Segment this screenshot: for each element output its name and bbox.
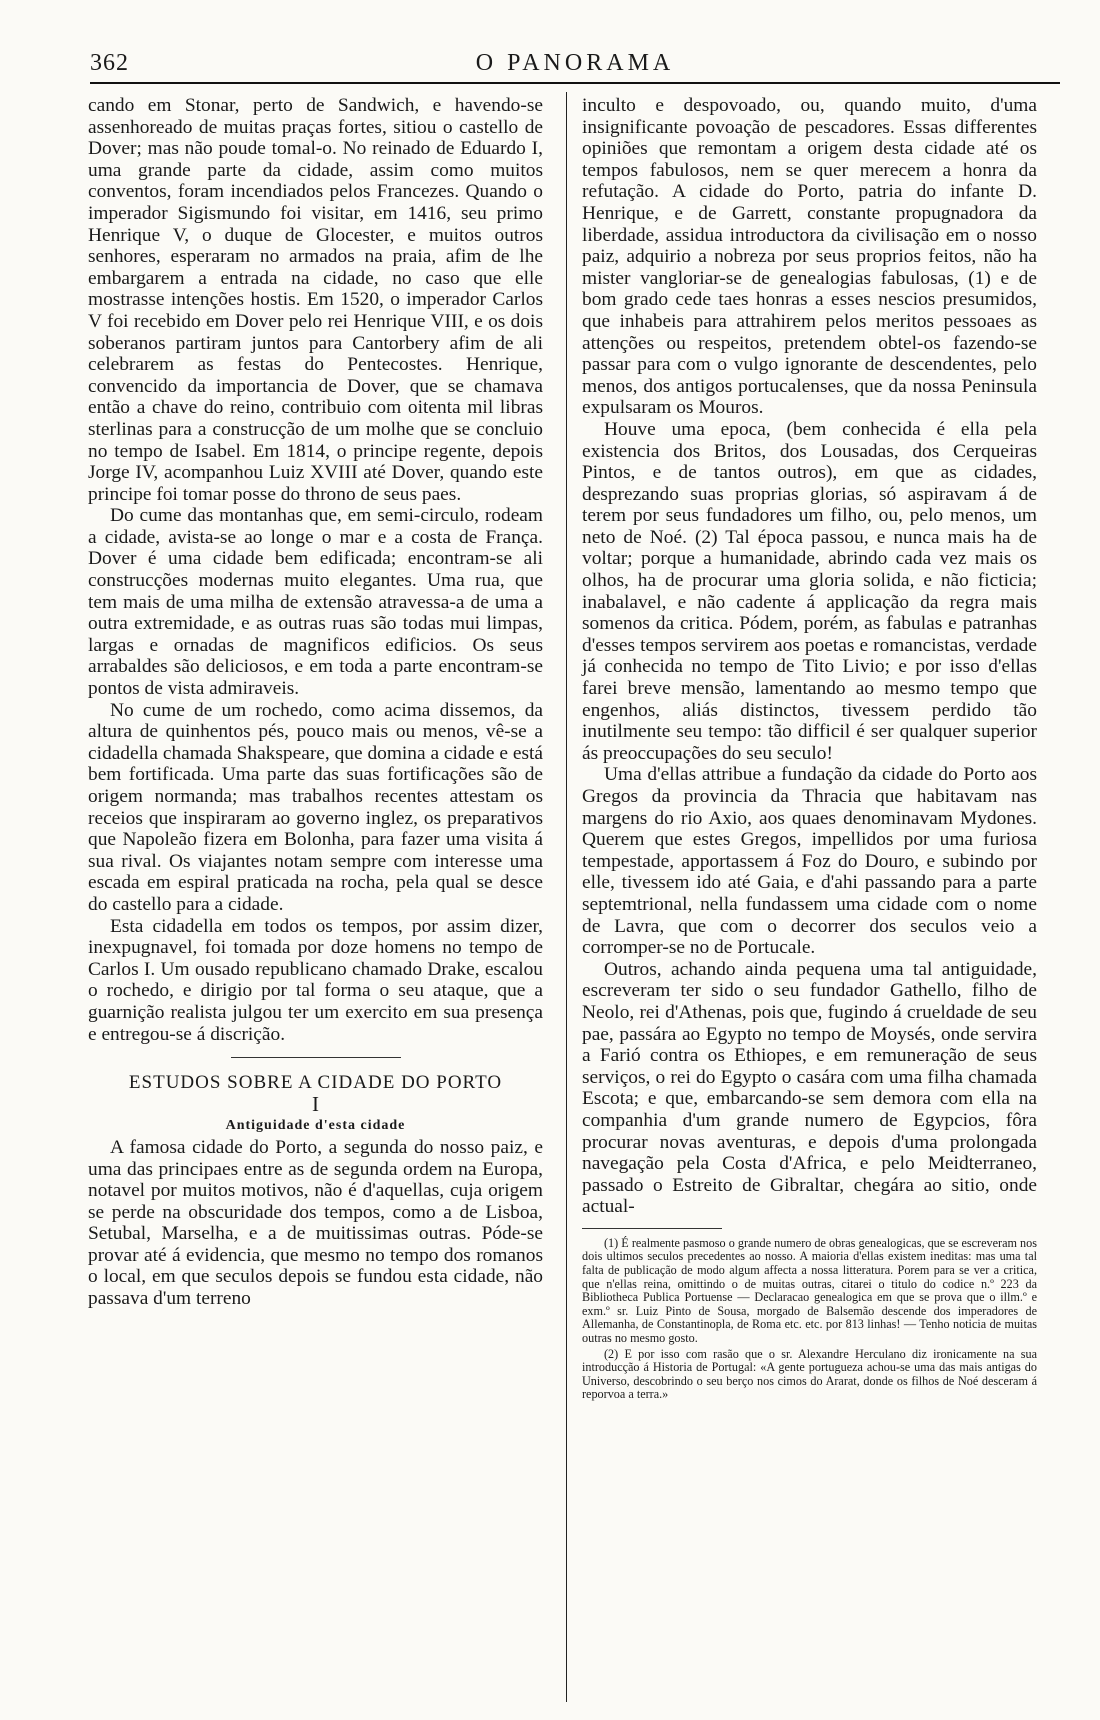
- section-divider: [231, 1057, 401, 1058]
- right-column: [582, 95, 1037, 1402]
- footnote: (2) E por isso com rasão que o sr. Alexandre Herculano diz ironicamente na sua introducção á Historia de Portugal: «A gente portugueza achou-se uma das mais antigas do Universo, descobrindo o seu berço nos cimos do Ararat, donde os filhos de Noé desceram á reporvoa a terra.»: [582, 1346, 1037, 1402]
- paragraph: cando em Stonar, perto de Sandwich, e havendo-se assenhoreado de muitas praças fortes, sitiou o castello de Dover; mas não poude tomal-o. No reinado de Eduardo I, uma grande parte da cidade, assim como muitos conventos, foram incendiados pelos Francezes. Quando o imperador Sigismundo foi visitar, em 1416, seu primo Henrique V, o duque de Glocester, e muitos outros senhores, esperaram no armados na praia, afim de lhe embargarem a entrada na cidade, no caso que elle mostrasse intenções hostis. Em 1520, o imperador Carlos V foi recebido em Dover pelo rei Henrique VIII, e os dois soberanos partiram juntos para Cantorbery afim de ali celebrarem as festas do Pentecostes. Henrique, convencido da importancia de Dover, que se chamava então a chave do reino, contribuio com oitenta mil libras sterlinas para a construcção de um molhe que se concluio no tempo de Isabel. Em 1814, o principe regente, depois Jorge IV, acompanhou Luiz XVIII até Dover, quando este principe foi tomar posse do throno de seus paes.: [88, 95, 543, 505]
- paragraph: A famosa cidade do Porto, a segunda do nosso paiz, e uma das principaes entre as de segunda ordem na Europa, notavel por muitos motivos, não é d'aquellas, cuja origem se perde na obscuridade dos tempos, como a de Lisboa, Setubal, Marselha, e a de muitissimas outras. Póde-se provar até á evidencia, que mesmo no tempo dos romanos o local, em que seculos depois se fundou esta cidade, não passava d'um terreno: [88, 1136, 543, 1310]
- section-subtitle: Antiguidade d'esta cidade: [225, 1118, 406, 1134]
- footnote-divider: [582, 1228, 722, 1229]
- paragraph: Do cume das montanhas que, em semi-circulo, rodeam a cidade, avista-se ao longe o mar e a costa de França. Dover é uma cidade bem edificada; encontram-se ali construcções modernas muito elegantes. Uma rua, que tem mais de uma milha de extensão atravessa-a de uma a outra extremidade, e as outras ruas são todas mui limpas, largas e ornadas de magnificos edificios. Os seus arrabaldes são deliciosos, e em toda a parte encontram-se pontos de vista admiraveis.: [88, 505, 543, 700]
- paragraph: Houve uma epoca, (bem conhecida é ella pela existencia dos Britos, dos Lousadas, dos Cerqueiras Pintos, e de tantos outros), em que as cidades, desprezando suas proprias glorias, só aspiravam á de terem por seus fundadores um filho, ou, pelo menos, um neto de Noé. (2) Tal época passou, e nunca mais ha de voltar; porque a humanidade, abrindo cada vez mais os olhos, ha de procurar uma gloria solida, e não ficticia; inabalavel, e não cadente á applicação da regra mais somenos da critica. Pódem, porém, as fabulas e patranhas d'esses tempos servirem aos poetas e romancistas, verdade já conhecida no tempo de Tito Livio; e por isso d'ellas farei breve mensão, lamentando ao mesmo tempo que engenhos, aliás distinctos, tivessem perdido tão inutilmente seu tempo: tão difficil é ser qualquer superior ás preoccupações do seu seculo!: [582, 418, 1037, 764]
- section-number: I: [312, 1091, 319, 1116]
- column-divider: [566, 92, 567, 1702]
- paragraph: Uma d'ellas attribue a fundação da cidade do Porto aos Gregos da provincia da Thracia que habitavam nas margens do rio Axio, aos quaes denominavam Mydones. Querem que estes Gregos, impellidos por uma furiosa tempestade, apportassem á Foz do Douro, e subindo por elle, tivessem ido até Gaia, e d'ahi passando para a parte septemtrional, nella fundassem uma cidade com o nome de Lavra, que com o decorrer dos seculos veio a corromper-se no de Portucale.: [582, 764, 1037, 959]
- journal-title: O PANORAMA: [475, 50, 675, 76]
- page-number: 362: [90, 50, 129, 76]
- page-header: [90, 50, 1060, 84]
- paragraph: Esta cidadella em todos os tempos, por assim dizer, inexpugnavel, foi tomada por doze homens no tempo de Carlos I. Um ousado republicano chamado Drake, escalou o rochedo, e dirigio por tal forma o seu ataque, que a guarnição realista julgou ter um exercito em sua presença e entregou-se á discrição.: [88, 915, 543, 1045]
- left-column: [88, 95, 543, 1310]
- section-title: ESTUDOS SOBRE A CIDADE DO PORTO: [128, 1072, 503, 1094]
- paragraph: No cume de um rochedo, como acima dissemos, da altura de quinhentos pés, pouco mais ou menos, vê-se a cidadella chamada Shakspeare, que domina a cidade e está bem fortificada. Uma parte das suas fortificações são de origem normanda; mas trabalhos recentes attestam os receios que inspiraram ao governo inglez, os preparativos que Napoleão fizera em Bolonha, para fazer uma visita á sua rival. Os viajantes notam sempre com interesse uma escada em espiral praticada na rocha, pela qual se desce do castello para a cidade.: [88, 699, 543, 915]
- paragraph: inculto e despovoado, ou, quando muito, d'uma insignificante povoação de pescadores. Essas differentes opiniões que remontam a origem desta cidade até os tempos fabulosos, nem se quer merecem a honra da refutação. A cidade do Porto, patria do infante D. Henrique, e de Garrett, constante propugnadora da liberdade, assidua introductora da civilisação em o nosso paiz, adquirio a nobreza por seus proprios feitos, não ha mister vangloriar-se de genealogias fabulosas, (1) e de bom grado cede taes honras a esses nescios presumidos, que inhabeis para attrahirem pelos meritos pessoaes as attenções ou respeitos, pretendem obtel-os fazendo-se passar para com o vulgo ignorante de descendentes, pelo menos, dos antigos portucalenses, que da nossa Peninsula expulsaram os Mouros.: [582, 95, 1037, 419]
- footnote: (1) É realmente pasmoso o grande numero de obras genealogicas, que se escreveram nos dois ultimos seculos precedentes ao nosso. A maioria d'ellas existem ineditas: mas uma tal falta de publicação de modo algum affecta a nossa litteratura. Porem para se ver a critica, que n'ellas reina, omittindo o de muitas outras, citarei o titulo do codice n.º 223 da Bibliotheca Publica Portuense — Declaracao genealogica em que se prova que o illm.º e exm.º sr. Luiz Pinto de Sousa, morgado de Balsemão descende dos imperadores de Allemanha, de Constantinopla, de Roma etc. etc. por 813 linhas! — Tenho noticia de muitas outras no mesmo gosto.: [582, 1235, 1037, 1346]
- paragraph: Outros, achando ainda pequena uma tal antiguidade, escreveram ter sido o seu fundador Gathello, filho de Neolo, rei d'Athenas, pois que, fugindo á crueldade de seu pae, passára ao Egypto no tempo de Moysés, onde servira a Farió contra os Ethiopes, e em remuneração de seus serviços, o rei do Egypto o casára com uma filha chamada Escota; e que, embarcando-se sem demora com ella na companhia d'um grande numero de Egypcios, fôra procurar novas aventuras, e depois d'uma prolongada navegação pela Costa d'Africa, e pelo Meidterraneo, passado o Estreito de Gibraltar, chegára ao sitio, onde actual-: [582, 958, 1037, 1218]
